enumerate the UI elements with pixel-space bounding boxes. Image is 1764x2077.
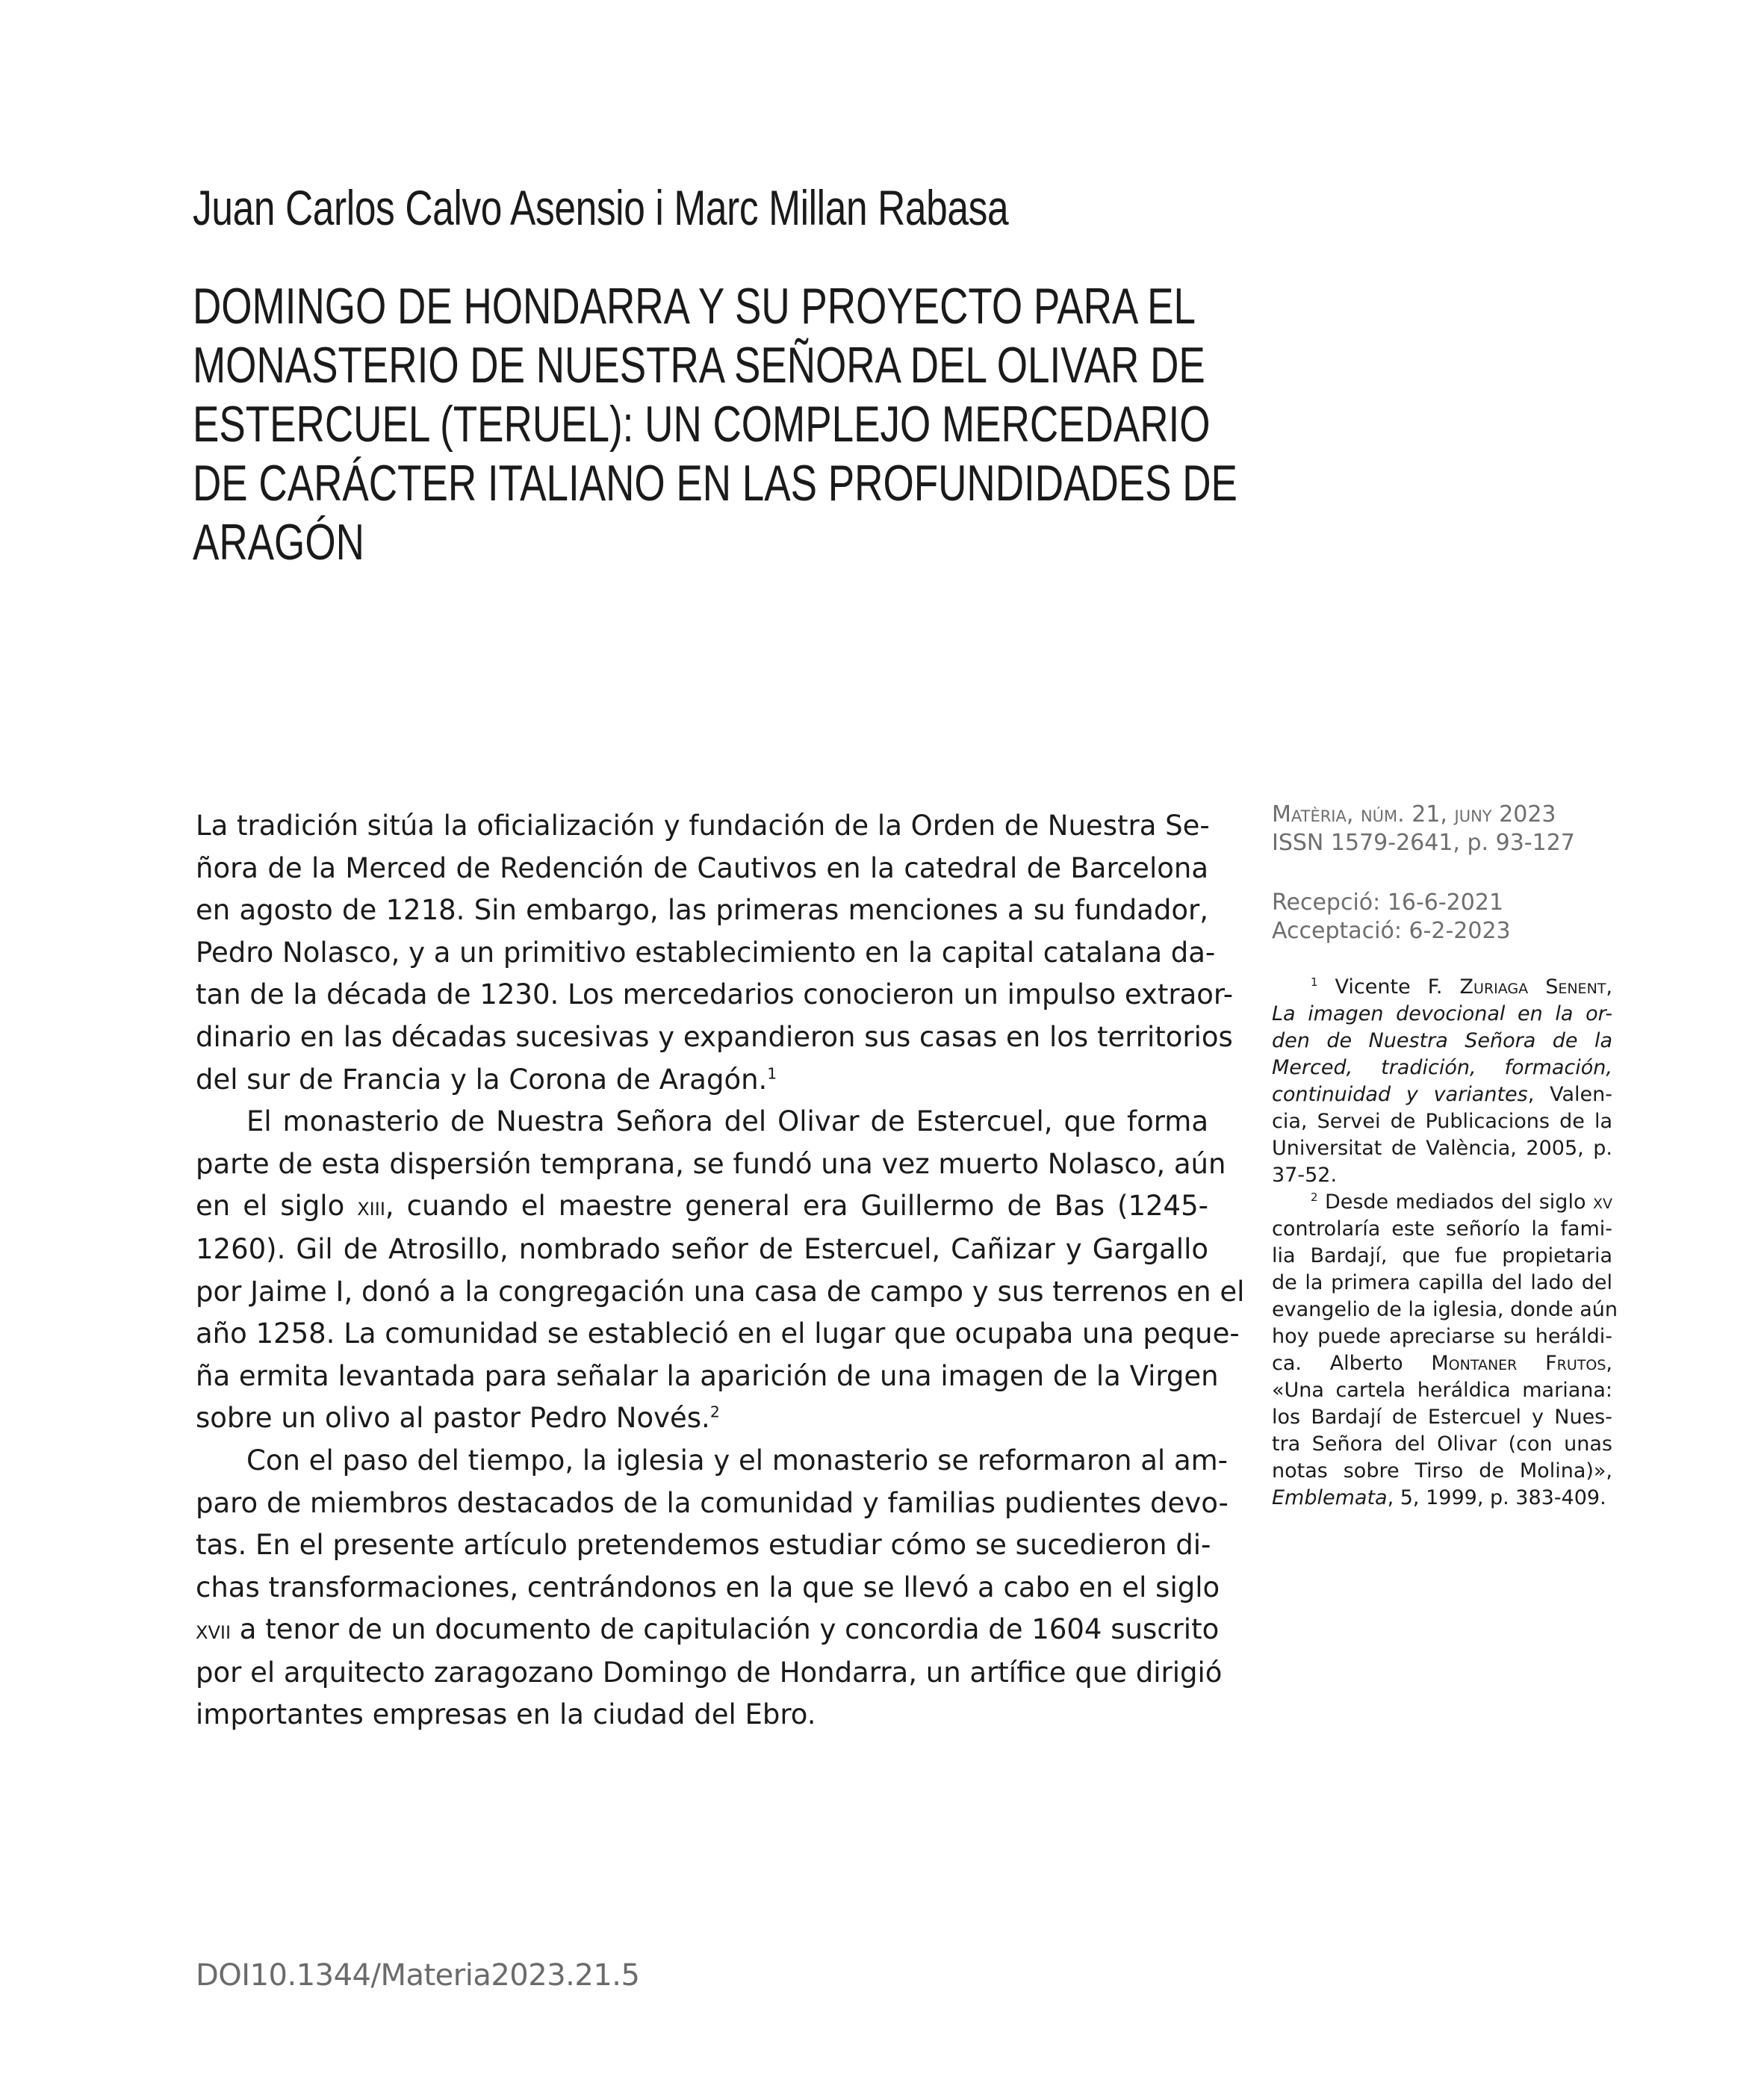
footnote-text: evangelio de la iglesia, donde aún bbox=[1272, 1298, 1618, 1321]
body-line bbox=[196, 1397, 1208, 1440]
footnote-text: Merced, tradición, formación, bbox=[1272, 1056, 1612, 1079]
footnote-line bbox=[1272, 1323, 1612, 1350]
footnote-line bbox=[1272, 974, 1612, 1001]
footnote-line bbox=[1272, 1270, 1612, 1297]
body-line bbox=[196, 1059, 1208, 1102]
body-line: Pedro Nolasco, y a un primitivo establecimiento en la capital catalana da- bbox=[196, 936, 1216, 969]
footnote-text: cia, Servei de Publicacions de la bbox=[1272, 1110, 1612, 1133]
footnote-text bbox=[1528, 975, 1545, 999]
separator: , bbox=[1346, 801, 1361, 828]
body-line: Con el paso del tiempo, la iglesia y el monasterio se reformaron al am- bbox=[246, 1444, 1229, 1477]
body-line bbox=[196, 1609, 1220, 1652]
body-line: ñora de la Merced de Redención de Cautivos en la catedral de Barcelona bbox=[196, 851, 1208, 884]
article-body bbox=[196, 805, 1245, 1736]
footnote-line bbox=[1272, 1081, 1612, 1108]
title-line: DOMINGO DE HONDARRA Y SU PROYECTO PARA EL bbox=[193, 278, 1196, 335]
body-line: tas. En el presente artículo pretendemos estudiar cómo se sucedieron di- bbox=[196, 1529, 1211, 1562]
doi-footer: DOI10.1344/Materia2023.21.5 bbox=[196, 1958, 640, 1993]
footnote-text: Emblemata bbox=[1272, 1486, 1388, 1509]
spacer bbox=[1272, 857, 1612, 889]
footnote-line bbox=[1272, 1108, 1612, 1135]
footnote-text: Frutos bbox=[1545, 1352, 1606, 1375]
footnote-text: Universitat de València, 2005, p. bbox=[1272, 1137, 1612, 1160]
body-line: en agosto de 1218. Sin embargo, las primeras menciones a su fundador, bbox=[196, 894, 1208, 927]
footnote-line bbox=[1272, 1001, 1612, 1028]
footnote-line bbox=[1272, 1458, 1612, 1485]
body-line-text: , cuando el maestre general era Guillermo de Bas (1245- bbox=[385, 1190, 1208, 1223]
title-line: ESTERCUEL (TERUEL): UN COMPLEJO MERCEDARIO bbox=[193, 396, 1211, 453]
body-line: chas transformaciones, centrándonos en la que se llevó a cabo en el siglo bbox=[196, 1571, 1220, 1603]
footnote-line bbox=[1272, 1377, 1612, 1404]
body-line: por Jaime I, donó a la congregación una casa de campo y sus terrenos en el bbox=[196, 1275, 1245, 1308]
issue-label: núm. bbox=[1360, 801, 1405, 828]
footnote-text bbox=[1517, 1352, 1545, 1375]
footnote-text: de la primera capilla del lado del bbox=[1272, 1271, 1612, 1294]
journal-name: Matèria bbox=[1272, 801, 1347, 828]
body-line-text: sobre un olivo al pastor Pedro Novés. bbox=[196, 1402, 710, 1435]
body-line: La tradición sitúa la oficialización y fundación de la Orden de Nuestra Se- bbox=[196, 810, 1210, 842]
title-line: MONASTERIO DE NUESTRA SEÑORA DEL OLIVAR DE bbox=[193, 337, 1205, 394]
footnote-text: continuidad y variantes bbox=[1272, 1083, 1528, 1106]
footnote-text: , bbox=[1606, 975, 1612, 999]
body-line: ña ermita levantada para señalar la aparición de una imagen de la Virgen bbox=[196, 1359, 1219, 1392]
body-line: dinario en las décadas sucesivas y expandieron sus casas en los territorios bbox=[196, 1020, 1233, 1053]
journal-metadata bbox=[1272, 801, 1612, 946]
issue-number: 21, bbox=[1411, 801, 1447, 828]
footnote-text: Desde mediados del siglo bbox=[1324, 1190, 1593, 1214]
title-line: DE CARÁCTER ITALIANO EN LAS PROFUNDIDADES DE bbox=[193, 455, 1237, 512]
footnote-text: , bbox=[1606, 1352, 1612, 1375]
footnote-text: 37-52. bbox=[1272, 1164, 1338, 1187]
footnote-text: La imagen devocional en la or- bbox=[1272, 1002, 1612, 1025]
body-line: por el arquitecto zaragozano Domingo de Hondarra, un artífice que dirigió bbox=[196, 1656, 1223, 1689]
body-line: tan de la década de 1230. Los mercedarios conocieron un impulso extraor- bbox=[196, 978, 1234, 1011]
body-line: paro de miembros destacados de la comunidad y familias pudientes devo- bbox=[196, 1486, 1229, 1519]
footnote-2 bbox=[1272, 1189, 1618, 1512]
paragraph-1 bbox=[196, 805, 1234, 1101]
footnote-text: Senent bbox=[1545, 975, 1606, 999]
body-line bbox=[196, 1185, 1208, 1229]
century-numeral: xvii bbox=[196, 1615, 232, 1646]
footnote-text: den de Nuestra Señora de la bbox=[1272, 1029, 1612, 1052]
footnote-1 bbox=[1272, 974, 1612, 1189]
footnote-text: controlaría este señorío la fami- bbox=[1272, 1217, 1612, 1241]
issue-year: 2023 bbox=[1499, 801, 1556, 828]
footnotes bbox=[1272, 974, 1618, 1512]
body-line: año 1258. La comunidad se estableció en el lugar que ocupaba una peque- bbox=[196, 1317, 1240, 1350]
footnote-line bbox=[1272, 1216, 1612, 1243]
article-title bbox=[193, 277, 1237, 572]
footnote-text: ca. Alberto bbox=[1272, 1352, 1432, 1375]
footnote-text: Vicente F. bbox=[1335, 975, 1460, 999]
date-label: juny bbox=[1454, 801, 1492, 828]
footnote-text: Montaner bbox=[1431, 1352, 1518, 1375]
body-line: 1260). Gil de Atrosillo, nombrado señor de Estercuel, Cañizar y Gargallo bbox=[196, 1232, 1208, 1265]
footnote-line bbox=[1272, 1485, 1612, 1512]
footnote-line bbox=[1272, 1404, 1612, 1431]
footnote-number: 2 bbox=[1311, 1190, 1318, 1204]
footnote-text: lia Bardají, que fue propietaria bbox=[1272, 1244, 1612, 1267]
received-date: Recepció: 16-6-2021 bbox=[1272, 890, 1504, 916]
footnote-line bbox=[1272, 1297, 1618, 1323]
body-line-text: del sur de Francia y la Corona de Aragón. bbox=[196, 1063, 768, 1096]
footnote-line bbox=[1272, 1350, 1612, 1377]
footnote-line bbox=[1272, 1135, 1612, 1162]
footnote-text: hoy puede apreciarse su heráldi- bbox=[1272, 1325, 1612, 1348]
footnote-text: tra Señora del Olivar (con unas bbox=[1272, 1432, 1612, 1456]
body-line: importantes empresas en la ciudad del Ebro. bbox=[196, 1698, 816, 1731]
accepted-date: Acceptació: 6-2-2023 bbox=[1272, 918, 1511, 944]
footnote-line bbox=[1272, 1055, 1612, 1081]
title-line: ARAGÓN bbox=[193, 514, 364, 571]
footnote-text: notas sobre Tirso de Molina)», bbox=[1272, 1459, 1612, 1483]
footnote-text: xv bbox=[1592, 1190, 1612, 1214]
journal-issn: ISSN 1579-2641, p. 93-127 bbox=[1272, 830, 1575, 856]
footnote-line bbox=[1272, 1431, 1612, 1458]
footnote-text: Zuriaga bbox=[1459, 975, 1529, 999]
century-numeral: xiii bbox=[357, 1192, 385, 1223]
margin-sidebar bbox=[1272, 801, 1618, 1512]
footnote-text: «Una cartela heráldica mariana: bbox=[1272, 1379, 1612, 1402]
footnote-text: , 5, 1999, p. 383-409. bbox=[1387, 1486, 1606, 1509]
footnote-ref-1[interactable]: 1 bbox=[767, 1064, 777, 1083]
journal-issue bbox=[1272, 801, 1612, 829]
footnote-line bbox=[1272, 1028, 1612, 1055]
article-authors: Juan Carlos Calvo Asensio i Marc Millan Rabasa bbox=[193, 180, 1009, 235]
footnote-line bbox=[1272, 1162, 1612, 1189]
body-line: El monasterio de Nuestra Señora del Olivar de Estercuel, que forma bbox=[246, 1105, 1208, 1138]
body-line: parte de esta dispersión temprana, se fundó una vez muerto Nolasco, aún bbox=[196, 1147, 1226, 1180]
footnote-text: , Valen- bbox=[1527, 1083, 1612, 1106]
footnote-line bbox=[1272, 1189, 1612, 1216]
footnote-ref-2[interactable]: 2 bbox=[709, 1403, 720, 1421]
footnote-number: 1 bbox=[1311, 975, 1318, 989]
footnote-text: los Bardají de Estercuel y Nues- bbox=[1272, 1406, 1612, 1429]
footnote-line bbox=[1272, 1243, 1612, 1270]
paragraph-2 bbox=[196, 1101, 1245, 1440]
body-line-text: en el siglo bbox=[196, 1190, 358, 1223]
body-line-text: a tenor de un documento de capitulación y concordia de 1604 suscrito bbox=[231, 1613, 1220, 1646]
paragraph-3 bbox=[196, 1440, 1229, 1736]
